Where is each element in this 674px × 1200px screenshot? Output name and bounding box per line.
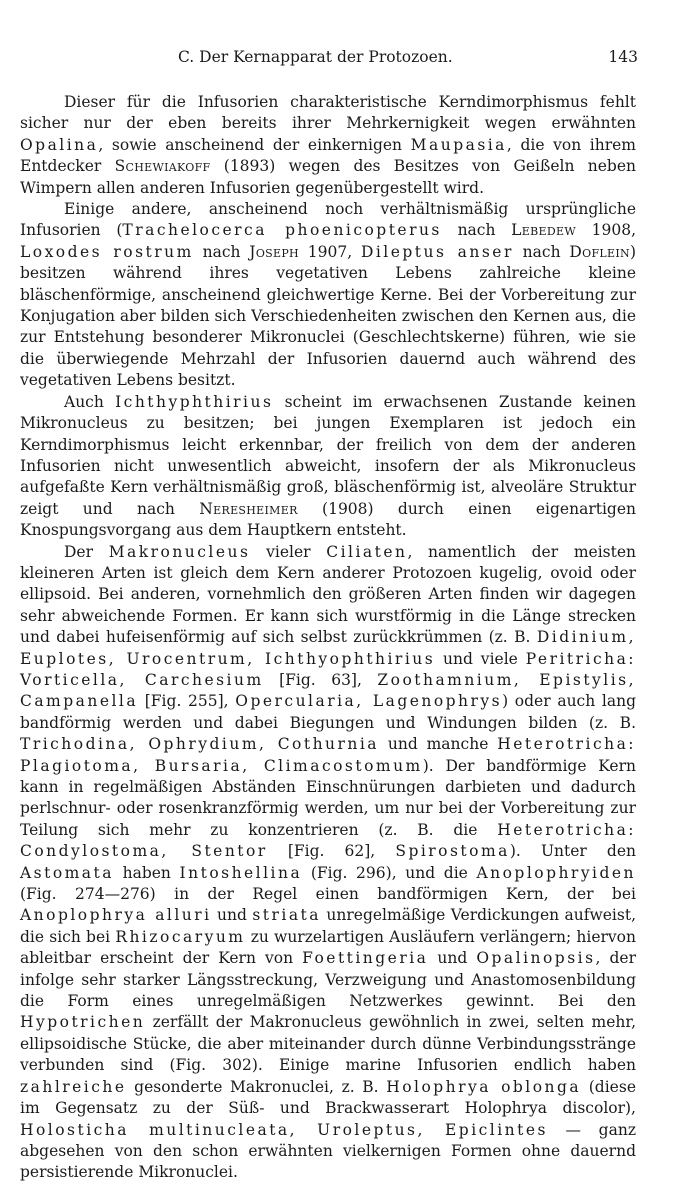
text-run: vieler	[250, 542, 327, 561]
author-name: Doflein	[569, 242, 630, 261]
paragraph-2	[20, 199, 636, 392]
text-run: , namentlich der meisten kleineren Arten ist gleich dem Kern anderer Protozoen kugelig, ovoid oder ellipsoid. Bei anderen, vornehmlich den größeren Arten finden wir dagegen sehr abweichende Formen. Er kann sich wurstförmig in die Länge strecken und dabei hufeisenförmig auf sich selbst zurückkrümmen (z. B.	[20, 542, 636, 647]
taxon-name: Trichodina, Ophrydium, Cothurnia	[20, 735, 380, 754]
taxon-name: zahlreiche	[20, 1077, 127, 1096]
text-run: nach	[513, 242, 570, 261]
taxon-name: Astomata	[20, 863, 114, 882]
taxon-name: Loxodes rostrum	[20, 242, 194, 261]
text-run: zerfällt der Makronucleus gewöhnlich in zwei, selten mehr, ellipsoidische Stücke, die aber miteinander durch dünne Verbindungsstränge verbunden sind (Fig. 302). Einige marine Infusorien endlich haben	[20, 1013, 636, 1075]
taxon-name: Spirostoma	[395, 842, 510, 861]
taxon-name: Anoplophryiden	[476, 863, 637, 882]
taxon-name: Heterotricha: Plagiotoma, Bursaria, Climacostomum	[20, 735, 637, 775]
running-head: C. Der Kernapparat der Protozoen.	[178, 48, 453, 66]
taxon-name: Holophrya oblonga	[386, 1077, 582, 1096]
text-run: Auch	[64, 392, 116, 411]
text-run: Der	[64, 542, 109, 561]
text-run: — ganz abgesehen von den schon erwähnten vielkernigen Formen ohne dauernd persistierende Mikronuclei.	[20, 1120, 636, 1182]
text-run: (1908) durch einen eigenartigen Knospungsvorgang aus dem Hauptkern entsteht.	[20, 499, 636, 540]
taxon-name: Foettingeria	[302, 949, 429, 968]
taxon-name: Maupasia	[410, 135, 507, 154]
taxon-name: Holosticha multinucleata, Uroleptus, Epiclintes	[20, 1120, 548, 1139]
text-run: [Fig. 62],	[267, 842, 396, 861]
taxon-name: Heterotricha: Condylostoma, Stentor	[20, 820, 636, 861]
text-run: , der infolge sehr starker Längsstreckung, Verzweigung und Anastomosenbildung die Form eines unregelmäßigen Netzwerkes gewinnt. Bei den	[20, 949, 636, 1011]
text-run: ). Unter den	[509, 842, 636, 861]
taxon-name: Peritricha: Vorticella, Carchesium	[20, 649, 636, 689]
text-run: ) oder auch lang bandförmig werden und dabei Biegungen und Windungen bilden (z. B.	[20, 692, 636, 732]
taxon-name: striata	[252, 906, 321, 925]
text-run: (1893) wegen des Besitzes von Geißeln neben Wimpern allen anderen Infusorien gegenübergestellt wird.	[20, 157, 636, 197]
text-run: scheint im erwachsenen Zustande keinen Mikronucleus zu besitzen; bei jungen Exemplaren ist jedoch ein Kerndimorphismus leicht erkennbar, der freilich von dem der anderen Infusorien nicht unwesentlich abweicht, insofern der als Mikronucleus aufgefaßte Kern verhältnismäßig groß, bläschenförmig ist, alveoläre Struktur zeigt und nach	[20, 392, 636, 518]
author-name: Joseph	[249, 242, 299, 261]
taxon-name: Intoshellina	[179, 863, 303, 882]
text-run: gesonderte Makronuclei, z. B.	[126, 1077, 387, 1096]
page-number: 143	[608, 48, 638, 66]
text-run: (diese im Gegensatz zu der Süß- und Brackwasserart Holophrya discolor),	[20, 1077, 636, 1118]
text-run: zu wurzelartigen Ausläufern verlängern; hiervon ableitbar erscheint der Kern von	[20, 927, 636, 968]
text-run: [Fig. 255],	[138, 692, 236, 711]
text-run: (Fig. 274—276) in der Regel einen bandförmigen Kern, der bei	[20, 885, 636, 904]
taxon-name: Hypotrichen	[20, 1013, 146, 1032]
text-run: ). Der bandförmige Kern kann in regelmäßigen Abständen Einschnürungen darbieten und dadurch perlschnur- oder rosenkranzförmig werden, um nur bei der Vorbereitung zur Teilung sich mehr zu konzentrieren (z. B. die	[20, 756, 636, 839]
text-run: Einige andere, anscheinend noch verhältnismäßig ursprüngliche Infusorien (	[20, 200, 636, 240]
taxon-name: Trachelocerca phoenicopterus	[122, 221, 442, 240]
text-run: Dieser für die Infusorien charakteristische Kerndimorphismus fehlt sicher nur der eben bereits ihrer Mehrkernigkeit wegen erwähnten	[20, 93, 636, 133]
paragraph-1	[20, 92, 636, 199]
taxon-name: Opalina	[20, 135, 99, 154]
text-run: 1907,	[298, 242, 361, 261]
text-run: und	[428, 949, 477, 968]
text-run: ) besitzen während ihres vegetativen Lebens zahlreiche kleine bläschenförmige, anscheinend gleichwertige Kerne. Bei der Vorbereitung zur Konjugation aber bilden sich Verschiedenheiten zwischen den Kernen aus, die zur Entstehung besonderer Mikronuclei (Geschlechtskerne) führen, wie sie die überwiegende Mehrzahl der Infusorien dauernd auch während des vegetativen Lebens besitzt.	[20, 242, 636, 390]
text-run: , die von ihrem Entdecker	[20, 135, 637, 176]
page-header	[20, 48, 638, 72]
paragraph-4	[20, 542, 636, 1184]
text-run: (Fig. 296), und die	[302, 863, 477, 882]
text-run: unregelmäßige Verdickungen aufweist, die sich bei	[20, 906, 636, 946]
taxon-name: Ichthyphthirius	[115, 392, 274, 411]
taxon-name: Ciliaten	[326, 542, 408, 561]
taxon-name: Dileptus anser	[360, 242, 514, 261]
author-name: Lebedew	[511, 221, 576, 240]
text-run: und viele	[435, 649, 526, 668]
taxon-name: Anoplophrya alluri	[20, 906, 212, 925]
text-run: und	[211, 906, 253, 925]
text-run: haben	[113, 863, 180, 882]
text-run: , sowie anscheinend der einkernigen	[98, 135, 411, 154]
text-run: 1908,	[575, 221, 637, 240]
text-run: [Fig. 63],	[263, 670, 378, 689]
text-run: nach	[193, 242, 250, 261]
author-name: Neresheimer	[199, 499, 298, 518]
text-run: nach	[441, 221, 512, 240]
taxon-name: Makronucleus	[108, 542, 251, 561]
taxon-name: Opalinopsis	[476, 949, 596, 968]
text-run: und manche	[379, 735, 498, 754]
author-name: Schewiakoff	[114, 157, 211, 176]
body-text	[20, 92, 636, 1184]
taxon-name: Opercularia, Lagenophrys	[235, 692, 503, 711]
taxon-name: Rhizocaryum	[115, 927, 246, 946]
taxon-name: Didinium, Euplotes, Urocentrum, Ichthyophthirius	[20, 628, 636, 668]
taxon-name: Zoothamnium, Epistylis, Campanella	[20, 670, 636, 711]
paragraph-3	[20, 392, 636, 542]
